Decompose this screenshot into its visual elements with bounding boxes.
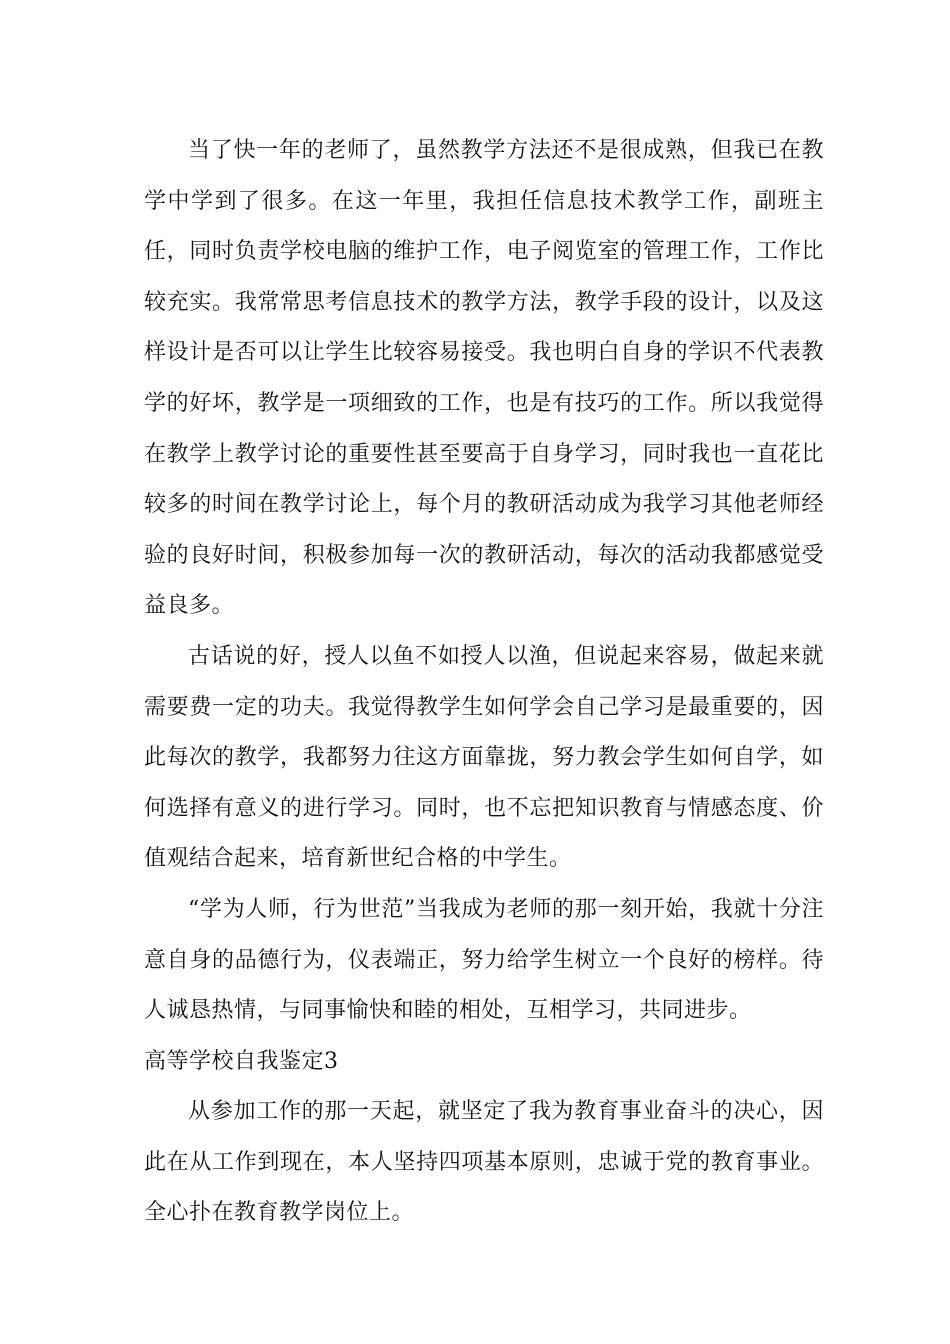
document-body — [144, 126, 824, 1239]
paragraph-1: 当了快一年的老师了，虽然教学方法还不是很成熟，但我已在教学中学到了很多。在这一年里，我担任信息技术教学工作，副班主任，同时负责学校电脑的维护工作，电子阅览室的管理工作，工作比较充实。我常常思考信息技术的教学方法，教学手段的设计，以及这样设计是否可以让学生比较容易接受。我也明白自身的学识不代表教学的好坏，教学是一项细致的工作，也是有技巧的工作。所以我觉得在教学上教学讨论的重要性甚至要高于自身学习，同时我也一直花比较多的时间在教学讨论上，每个月的教研活动成为我学习其他老师经验的良好时间，积极参加每一次的教研活动，每次的活动我都感觉受益良多。 — [144, 138, 824, 619]
paragraph-3: “学为人师，行为世范”当我成为老师的那一刻开始，我就十分注意自身的品德行为，仪表端正，努力给学生树立一个良好的榜样。待人诚恳热情，与同事愉快和睦的相处，互相学习，共同进步。 — [144, 896, 824, 1024]
section-heading: 高等学校自我鉴定3 — [144, 1048, 339, 1074]
paragraph-2: 古话说的好，授人以鱼不如授人以渔，但说起来容易，做起来就需要费一定的功夫。我觉得教学生如何学会自己学习是最重要的，因此每次的教学，我都努力往这方面靠拢，努力教会学生如何自学，如何选择有意义的进行学习。同时，也不忘把知识教育与情感态度、价值观结合起来，培育新世纪合格的中学生。 — [144, 643, 824, 872]
paragraph-4: 从参加工作的那一天起，就坚定了我为教育事业奋斗的决心，因此在从工作到现在，本人坚持四项基本原则，忠诚于党的教育事业。全心扑在教育教学岗位上。 — [144, 1099, 824, 1226]
